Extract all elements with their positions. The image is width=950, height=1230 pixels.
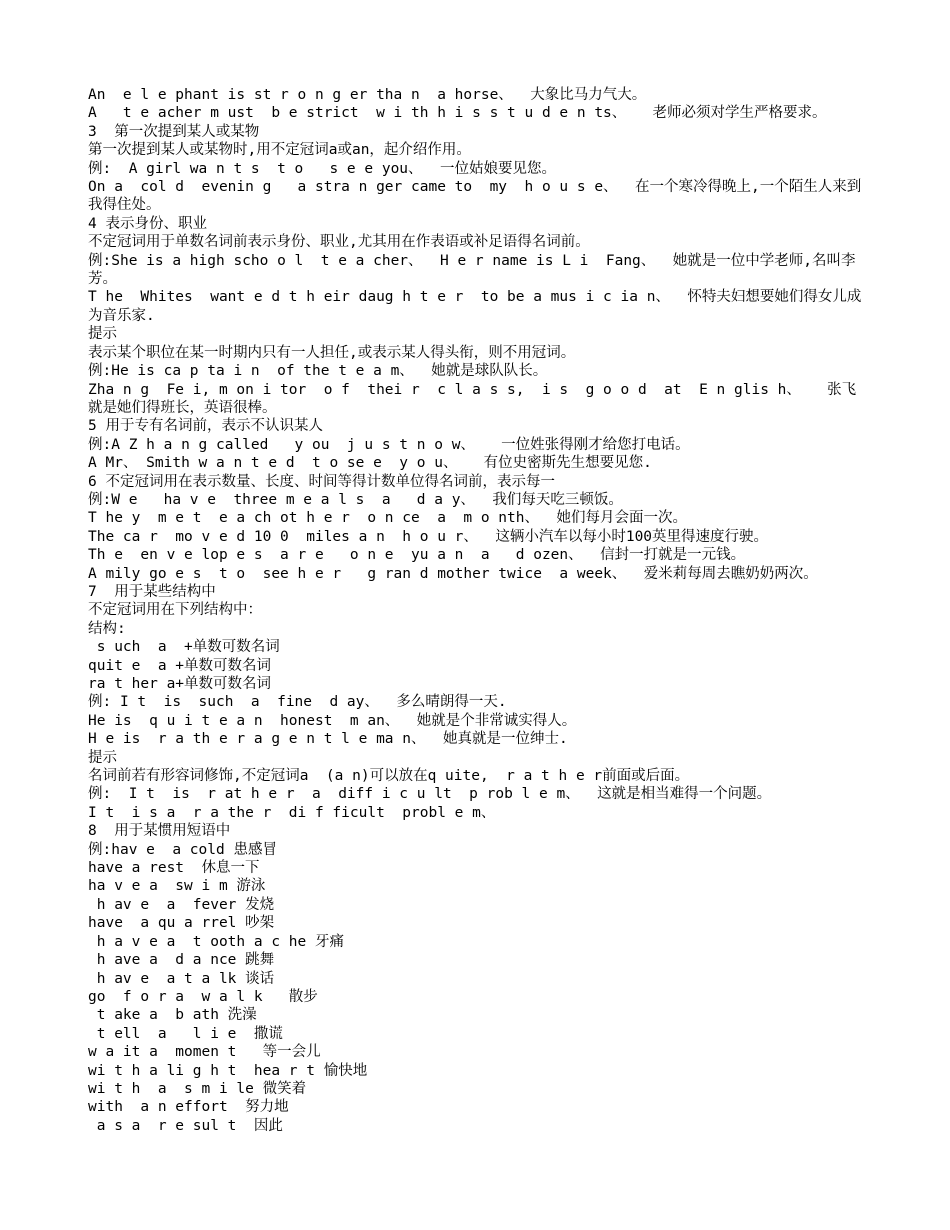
phrase-item: ha v e a sw i m 游泳 xyxy=(88,878,266,895)
text-line: A mily go e s t o see h e r g ran d mother twice a week、 爱米莉每周去瞧奶奶两次。 xyxy=(88,565,818,582)
text-line: 例:She is a high scho o l t e a cher、 H e r name is L i Fang、 她就是一位中学老师,名叫李芳。 xyxy=(88,252,856,288)
phrase-item: t ell a l i e 撒谎 xyxy=(88,1025,283,1042)
phrase-item: t ake a b ath 洗澡 xyxy=(88,1007,257,1024)
structure-item: s uch a +单数可数名词 xyxy=(88,639,280,656)
text-line: A Mr、 Smith w a n t e d t o se e y o u、 有位史密斯先生想要见您. xyxy=(88,455,652,472)
text-line: The ca r mo v e d 10 0 miles a n h o u r、 这辆小汽车以每小时100英里得速度行驶。 xyxy=(88,528,769,545)
phrase-item: a s a r e sul t 因此 xyxy=(88,1117,283,1134)
phrase-item: h av e a fever 发烧 xyxy=(88,896,275,913)
text-line: 表示某个职位在某一时期内只有一人担任,或表示某人得头衔，则不用冠词。 xyxy=(88,344,576,361)
tip-heading: 提示 xyxy=(88,326,117,343)
text-line: 例: A girl wa n t s t o s e e you、 一位姑娘要见您。 xyxy=(88,160,556,177)
text-line: Zha n g Fe i, m on i tor o f thei r c l a s s, i s g o o d at E n glis h、 张飞就是她们得班长，英语很棒。 xyxy=(88,381,857,416)
text-line: T he Whites want e d t h eir daug h t e r to be a mus i c ia n、 怀特夫妇想要她们得女儿成为音乐家. xyxy=(88,289,862,324)
section-heading: 8 用于某惯用短语中 xyxy=(88,823,231,840)
text-line: 不定冠词用于单数名词前表示身份、职业,尤其用在作表语或补足语得名词前。 xyxy=(88,234,590,251)
phrase-item: have a qu a rrel 吵架 xyxy=(88,915,275,932)
text-line: 结构: xyxy=(88,620,126,637)
text-line: 名词前若有形容词修饰,不定冠词a (a n)可以放在q uite, r a t h e r前面或后面。 xyxy=(88,768,690,785)
phrase-item: with a n effort 努力地 xyxy=(88,1099,289,1116)
text-line: 例:W e ha v e three m e a l s a d a y、 我们每天吃三顿饭。 xyxy=(88,491,623,508)
document-body xyxy=(88,86,868,1135)
section-heading: 7 用于某些结构中 xyxy=(88,583,216,600)
text-line: I t i s a r a the r di f ficult probl e m、 xyxy=(88,804,496,821)
text-line: An e l e phant is st r o n g er tha n a horse、 大象比马力气大。 xyxy=(88,87,647,103)
tip-heading: 提示 xyxy=(88,749,117,766)
text-line: 例:A Z h a n g called y ou j u s t n o w、 一位姓张得刚才给您打电话。 xyxy=(88,436,690,453)
phrase-item: have a rest 休息一下 xyxy=(88,860,260,877)
text-line: T he y m e t e a ch ot h e r o n ce a m o nth、 她们每月会面一次。 xyxy=(88,510,687,527)
phrase-item: 例:hav e a cold 患感冒 xyxy=(88,841,277,858)
section-heading: 4 表示身份、职业 xyxy=(88,215,207,232)
text-line: He is q u i t e a n honest m an、 她就是个非常诚实得人。 xyxy=(88,712,577,729)
phrase-item: wi t h a li g h t hea r t 愉快地 xyxy=(88,1062,368,1079)
text-line: Th e en v e lop e s a r e o n e yu a n a d ozen、 信封一打就是一元钱。 xyxy=(88,547,746,564)
section-heading: 5 用于专有名词前，表示不认识某人 xyxy=(88,418,323,435)
text-line: 第一次提到某人或某物时,用不定冠词a或an，起介绍作用。 xyxy=(88,142,471,159)
section-heading: 6 不定冠词用在表示数量、长度、时间等得计数单位得名词前，表示每一 xyxy=(88,473,555,490)
structure-item: quit e a +单数可数名词 xyxy=(88,657,272,674)
section-heading: 3 第一次提到某人或某物 xyxy=(88,123,260,140)
text-line: A t e acher m ust b e strict w i th h i s s t u d e n ts、 老师必须对学生严格要求。 xyxy=(88,105,827,122)
phrase-item: go f o r a w a l k 散步 xyxy=(88,988,318,1005)
text-line: 例:He is ca p ta i n of the t e a m、 她就是球队队长。 xyxy=(88,363,548,380)
phrase-item: h ave a d a nce 跳舞 xyxy=(88,952,275,969)
phrase-item: h av e a t a lk 谈话 xyxy=(88,970,275,987)
text-line: On a col d evenin g a stra n ger came to my h o u s e、 在一个寒冷得晚上,一个陌生人来到我得住处。 xyxy=(88,179,862,214)
structure-item: ra t her a+单数可数名词 xyxy=(88,676,272,692)
phrase-item: w a it a momen t 等一会儿 xyxy=(88,1044,321,1061)
text-line: 例: I t is such a fine d ay、 多么晴朗得一天. xyxy=(88,694,507,711)
text-line: 不定冠词用在下列结构中： xyxy=(88,602,262,619)
phrase-item: h a v e a t ooth a c he 牙痛 xyxy=(88,933,344,950)
text-line: 例: I t is r at h e r a diff i c u lt p rob l e m、 这就是相当难得一个问题。 xyxy=(88,786,772,803)
phrase-item: wi t h a s m i le 微笑着 xyxy=(88,1080,307,1097)
text-line: H e is r a th e r a g e n t l e ma n、 她真就是一位绅士. xyxy=(88,731,568,748)
